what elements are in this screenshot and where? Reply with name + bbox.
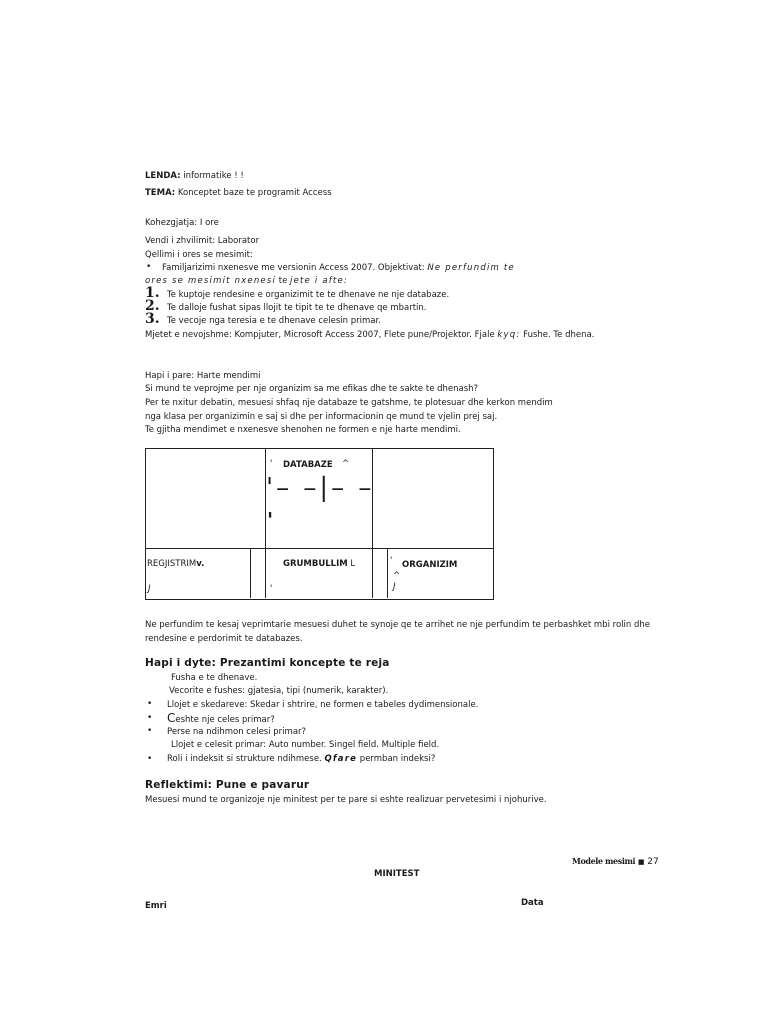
diagram-mark: J: [393, 582, 396, 592]
numbered-item-1: Te kuptoje rendesine e organizimit te te dhenave ne nje databaze.: [167, 290, 450, 300]
bullet-icon: •: [147, 699, 153, 709]
data-label: Data: [521, 898, 544, 908]
conclusion-line: rendesine e perdorimit te databazes.: [145, 634, 303, 644]
regjistrim-mark: v.: [196, 559, 205, 569]
number-2: 2.: [145, 298, 160, 314]
objective-line-1: [162, 263, 515, 273]
objective-mid: te: [276, 276, 291, 286]
bullet-icon: •: [147, 713, 153, 723]
reflection-text: Mesuesi mund te organizoje nje minitest per te pare si eshte realizuar pervetesimi i njohurive.: [145, 795, 547, 805]
tema-value: Konceptet baze te programit Access: [177, 188, 332, 198]
step2-item-text: Roli i indeksit si strukture ndihmese.: [167, 754, 325, 764]
diagram-divider: [372, 548, 373, 598]
caret-mark: ^: [342, 459, 350, 469]
step2-item-italic: Qfare: [324, 754, 358, 764]
grumbullim-label: GRUMBULLIM: [283, 559, 348, 569]
step1-line: Per te nxitur debatin, mesuesi shfaq nje databaze te gatshme, te plotesuar dhe kerkon mendim: [145, 398, 553, 408]
diagram-border: [145, 448, 494, 600]
step2-item-text: eshte nje celes primar?: [175, 715, 275, 725]
tema-label: TEMA:: [145, 188, 176, 198]
step2-item: [167, 711, 275, 725]
objective-italic-a: ores se mesimit nxenesi: [145, 276, 277, 286]
mind-map-diagram: [145, 448, 494, 600]
mjetet-text: Mjetet e nevojshme: Kompjuter, Microsoft Access 2007, Flete pune/Projektor. Fjale: [145, 330, 498, 340]
objective-text: Familjarizimi nxenesve me versionin Access 2007. Objektivat:: [162, 263, 428, 273]
bullet-icon: •: [147, 754, 153, 764]
databaze-label: DATABAZE: [283, 460, 333, 470]
number-1: 1.: [145, 285, 160, 301]
diagram-divider: [250, 548, 251, 598]
bullet-icon: •: [146, 262, 152, 272]
numbered-item-3: Te vecoje nga teresia e te dhenave celesin primar.: [167, 316, 381, 326]
bullet-icon: •: [147, 726, 153, 736]
diagram-divider: [145, 548, 494, 549]
big-dash-marks: '– –|– –: [266, 473, 375, 503]
lenda-line: [145, 171, 244, 181]
databaze-tick: ': [270, 459, 273, 469]
organizim-label: ORGANIZIM: [402, 560, 458, 570]
page-label: Modele mesimi: [572, 856, 636, 866]
big-tick-mark: ': [267, 508, 274, 532]
regjistrim-box: [147, 559, 204, 569]
mjetet-tail: Fushe. Te dhena.: [520, 330, 595, 340]
numbered-item-2: Te dalloje fushat sipas llojit te tipit te te dhenave qe mbartin.: [167, 303, 427, 313]
objective-line-2: [145, 276, 348, 286]
step2-item: Llojet e celesit primar: Auto number. Singel field. Multiple field.: [171, 740, 440, 750]
organizim-tick: ': [390, 556, 393, 566]
step1-title: Hapi i pare: Harte mendimi: [145, 371, 261, 381]
step1-line: Te gjitha mendimet e nxenesve shenohen ne formen e nje harte mendimi.: [145, 425, 461, 435]
diagram-mark: ': [270, 584, 273, 594]
step2-item: Fusha e te dhenave.: [171, 673, 258, 683]
qellimi: Qellimi i ores se mesimit:: [145, 250, 253, 260]
diagram-mark: J: [148, 584, 151, 594]
lenda-label: LENDA:: [145, 171, 181, 181]
diagram-divider: [387, 548, 388, 598]
page-separator: ■: [637, 858, 645, 866]
page-number: 27: [647, 857, 659, 867]
objective-italic-b: jete i afte:: [290, 276, 348, 286]
step2-item: [167, 754, 435, 764]
regjistrim-label: REGJISTRIM: [147, 559, 197, 569]
kohezgjatja: Kohezgjatja: I ore: [145, 218, 219, 228]
step1-line: nga klasa per organizimin e saj si dhe per informacionin qe mund te vjelin prej saj.: [145, 412, 498, 422]
step2-title: Hapi i dyte: Prezantimi koncepte te reja: [145, 657, 390, 669]
step1-line: Si mund te veprojme per nje organizim sa me efikas dhe te sakte te dhenash?: [145, 384, 479, 394]
step2-item-tail: permban indeksi?: [357, 754, 436, 764]
grumbullim-box: [283, 559, 355, 569]
tema-line: [145, 188, 332, 198]
step2-item: Vecorite e fushes: gjatesia, tipi (numerik, karakter).: [169, 686, 389, 696]
emri-label: Emri: [145, 901, 167, 911]
page-footer: [572, 856, 659, 867]
big-letter: C: [167, 711, 176, 725]
number-3: 3.: [145, 311, 160, 327]
organizim-caret: ^: [393, 571, 401, 581]
step2-item: Llojet e skedareve: Skedar i shtrire, ne formen e tabeles dydimensionale.: [167, 700, 479, 710]
reflection-title: Reflektimi: Pune e pavarur: [145, 779, 310, 791]
conclusion-line: Ne perfundim te kesaj veprimtarie mesuesi duhet te synoje qe te arrihet ne nje perfundim te perbashket mbi rolin dhe: [145, 620, 650, 630]
diagram-divider: [265, 548, 266, 598]
minitest-heading: MINITEST: [374, 869, 420, 879]
vendi: Vendi i zhvilimit: Laborator: [145, 236, 260, 246]
mjetet-line: [145, 330, 594, 340]
mjetet-italic: kyq:: [497, 330, 521, 340]
objective-italic: Ne perfundim te: [427, 263, 515, 273]
step2-item: Perse na ndihmon celesi primar?: [167, 727, 307, 737]
grumbullim-mark: L: [350, 559, 356, 569]
lenda-value: informatike ! !: [183, 171, 244, 181]
